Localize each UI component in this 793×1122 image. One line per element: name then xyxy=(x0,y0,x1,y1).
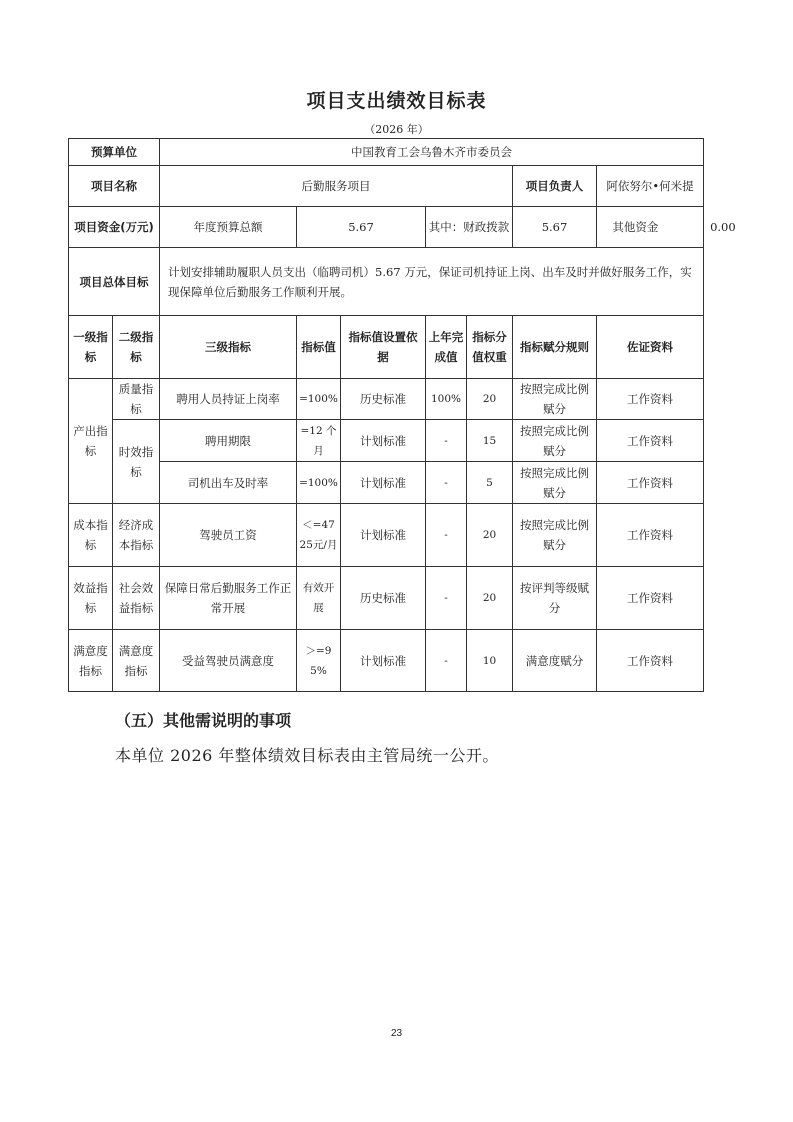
indicator-header-row xyxy=(69,316,704,379)
level3-cell: 司机出车及时率 xyxy=(160,462,297,504)
header-rule: 指标赋分规则 xyxy=(513,316,597,379)
level2-satisfaction: 满意度指标 xyxy=(113,630,160,692)
basis-cell: 计划标准 xyxy=(341,504,426,567)
level1-benefit: 效益指标 xyxy=(69,567,113,630)
value-cell: ＜=4725元/月 xyxy=(297,504,341,567)
header-value: 指标值 xyxy=(297,316,341,379)
section-heading: （五）其他需说明的事项 xyxy=(115,711,292,730)
annual-budget-label: 年度预算总额 xyxy=(160,207,297,248)
header-level2: 二级指标 xyxy=(113,316,160,379)
evidence-cell: 工作资料 xyxy=(597,462,704,504)
header-prev-year: 上年完成值 xyxy=(426,316,467,379)
header-basis: 指标值设置依据 xyxy=(341,316,426,379)
rule-cell: 按照完成比例赋分 xyxy=(513,504,597,567)
basis-cell: 历史标准 xyxy=(341,379,426,420)
prev-cell: - xyxy=(426,462,467,504)
evidence-cell: 工作资料 xyxy=(597,504,704,567)
rule-cell: 按照完成比例赋分 xyxy=(513,462,597,504)
level2-timeliness: 时效指标 xyxy=(113,420,160,504)
basis-cell: 计划标准 xyxy=(341,630,426,692)
project-owner-label: 项目负责人 xyxy=(513,166,597,207)
table-row xyxy=(69,420,704,462)
table-row xyxy=(69,630,704,692)
value-cell: =12 个月 xyxy=(297,420,341,462)
budget-unit-label: 预算单位 xyxy=(69,139,160,166)
prev-cell: - xyxy=(426,504,467,567)
page-title: 项目支出绩效目标表 xyxy=(306,90,487,112)
header-evidence: 佐证资料 xyxy=(597,316,704,379)
project-name-label: 项目名称 xyxy=(69,166,160,207)
performance-table xyxy=(68,138,736,692)
rule-cell: 按照完成比例赋分 xyxy=(513,420,597,462)
level3-cell: 聘用期限 xyxy=(160,420,297,462)
weight-cell: 5 xyxy=(467,462,513,504)
fiscal-funds-value: 5.67 xyxy=(513,207,597,248)
other-funds-cell xyxy=(597,207,736,248)
rule-cell: 按照完成比例赋分 xyxy=(513,379,597,420)
header-weight: 指标分值权重 xyxy=(467,316,513,379)
budget-unit-value: 中国教育工会乌鲁木齐市委员会 xyxy=(160,139,704,166)
level2-social-benefit: 社会效益指标 xyxy=(113,567,160,630)
weight-cell: 15 xyxy=(467,420,513,462)
header-level1: 一级指标 xyxy=(69,316,113,379)
project-funds-label: 项目资金(万元) xyxy=(69,207,160,248)
level3-cell: 聘用人员持证上岗率 xyxy=(160,379,297,420)
weight-cell: 20 xyxy=(467,567,513,630)
table-year: （2026 年） xyxy=(364,123,429,136)
rule-cell: 满意度赋分 xyxy=(513,630,597,692)
level1-satisfaction: 满意度指标 xyxy=(69,630,113,692)
project-owner-value: 阿依努尔•何米提 xyxy=(597,166,704,207)
level3-cell: 驾驶员工资 xyxy=(160,504,297,567)
table-row xyxy=(69,567,704,630)
row-budget-unit xyxy=(69,139,704,166)
level3-cell: 受益驾驶员满意度 xyxy=(160,630,297,692)
header-level3: 三级指标 xyxy=(160,316,297,379)
annual-budget-value: 5.67 xyxy=(297,207,426,248)
other-funds-label: 其他资金 xyxy=(612,220,659,234)
evidence-cell: 工作资料 xyxy=(597,420,704,462)
fiscal-funds-label: 其中：财政拨款 xyxy=(426,207,513,248)
level3-cell: 保障日常后勤服务工作正常开展 xyxy=(160,567,297,630)
level1-output: 产出指标 xyxy=(69,379,113,504)
section-paragraph: 本单位 2026 年整体绩效目标表由主管局统一公开。 xyxy=(115,746,499,765)
prev-cell: 100% xyxy=(426,379,467,420)
level2-economic-cost: 经济成本指标 xyxy=(113,504,160,567)
basis-cell: 计划标准 xyxy=(341,420,426,462)
level1-cost: 成本指标 xyxy=(69,504,113,567)
page-number: 23 xyxy=(390,1028,403,1039)
evidence-cell: 工作资料 xyxy=(597,379,704,420)
prev-cell: - xyxy=(426,567,467,630)
value-cell: 有效开展 xyxy=(297,567,341,630)
prev-cell: - xyxy=(426,420,467,462)
value-cell: =100% xyxy=(297,379,341,420)
rule-cell: 按评判等级赋分 xyxy=(513,567,597,630)
table-row xyxy=(69,462,704,504)
evidence-cell: 工作资料 xyxy=(597,630,704,692)
weight-cell: 20 xyxy=(467,379,513,420)
row-project-name xyxy=(69,166,704,207)
weight-cell: 10 xyxy=(467,630,513,692)
table-row xyxy=(69,504,704,567)
row-project-funds xyxy=(69,207,704,248)
basis-cell: 计划标准 xyxy=(341,462,426,504)
row-overall-goal xyxy=(69,248,704,316)
evidence-cell: 工作资料 xyxy=(597,567,704,630)
level2-quality: 质量指标 xyxy=(113,379,160,420)
overall-goal-label: 项目总体目标 xyxy=(69,248,160,316)
project-name-value: 后勤服务项目 xyxy=(160,166,513,207)
table-row xyxy=(69,379,704,420)
prev-cell: - xyxy=(426,630,467,692)
weight-cell: 20 xyxy=(467,504,513,567)
other-funds-value: 0.00 xyxy=(710,220,736,234)
value-cell: ＞=95% xyxy=(297,630,341,692)
overall-goal-value: 计划安排辅助履职人员支出（临聘司机）5.67 万元，保证司机持证上岗、出车及时并做好服务工作，实现保障单位后勤服务工作顺利开展。 xyxy=(160,248,704,316)
value-cell: =100% xyxy=(297,462,341,504)
basis-cell: 历史标准 xyxy=(341,567,426,630)
